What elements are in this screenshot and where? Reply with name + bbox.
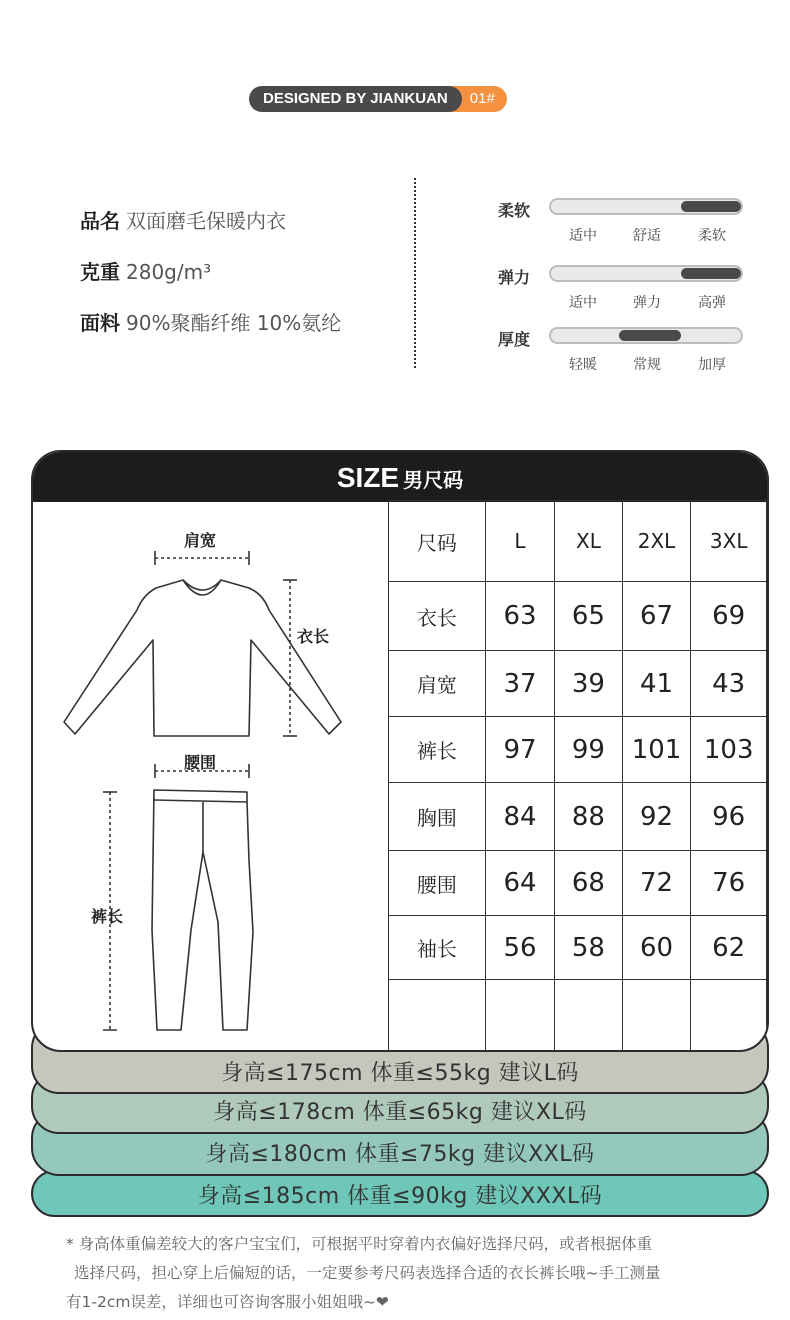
thickness-tick: 常规	[633, 357, 661, 373]
column-header: 尺码	[389, 501, 486, 582]
product-weight-row	[80, 256, 211, 285]
table-row	[389, 651, 767, 717]
size-table	[388, 500, 767, 1052]
thickness-tick: 轻暖	[569, 357, 597, 373]
row-label: 胸围	[389, 783, 486, 851]
table-row-empty	[389, 980, 767, 1053]
table-cell: 99	[555, 717, 622, 783]
footnote-line: 有1-2cm误差，详细也可咨询客服小姐姐哦~❤	[66, 1293, 389, 1311]
column-header: XL	[555, 501, 622, 582]
table-cell: 41	[622, 651, 691, 717]
table-row	[389, 916, 767, 980]
elasticity-label: 弹力	[498, 268, 531, 287]
softness-tick: 适中	[569, 228, 597, 244]
thickness-tick: 加厚	[698, 357, 726, 373]
product-name-row	[80, 205, 286, 234]
size-chart-subtitle: 男尺码	[403, 468, 464, 492]
product-name-label: 品名	[80, 209, 120, 233]
table-cell: 88	[555, 783, 622, 851]
elasticity-level	[681, 268, 741, 279]
softness-level	[681, 201, 741, 212]
footnote-line: * 身高体重偏差较大的客户宝宝们，可根据平时穿着内衣偏好选择尺码，或者根据体重	[66, 1235, 653, 1253]
elasticity-tick: 高弹	[698, 295, 726, 311]
row-label: 衣长	[389, 582, 486, 651]
row-label: 肩宽	[389, 651, 486, 717]
product-fabric-label: 面料	[80, 311, 120, 335]
table-cell: 101	[622, 717, 691, 783]
garment-illustration	[33, 500, 389, 1052]
table-cell: 39	[555, 651, 622, 717]
pants-length-label: 裤长	[91, 907, 124, 926]
recommendation-text: 身高≤180cm 体重≤75kg 建议XXL码	[205, 1142, 595, 1167]
table-cell: 67	[622, 582, 691, 651]
footnote-line: 选择尺码，担心穿上后偏短的话，一定要参考尺码表选择合适的衣长裤长哦~手工测量	[74, 1264, 661, 1282]
elasticity-meter	[549, 265, 743, 282]
row-label: 袖长	[389, 916, 486, 980]
table-cell: 68	[555, 851, 622, 916]
size-chart-title: SIZE	[336, 462, 400, 493]
product-fabric: 90%聚酯纤维 10%氨纶	[126, 311, 342, 335]
table-row	[389, 783, 767, 851]
shoulder-width-label: 肩宽	[184, 531, 217, 550]
waist-label: 腰围	[184, 753, 217, 772]
thickness-meter	[549, 327, 743, 344]
table-cell	[389, 980, 486, 1053]
table-cell: 92	[622, 783, 691, 851]
table-header-row	[389, 501, 767, 582]
table-row	[389, 582, 767, 651]
product-name: 双面磨毛保暖内衣	[126, 209, 286, 233]
table-cell: 84	[485, 783, 554, 851]
brand-name: DESIGNED BY JIANKUAN	[249, 86, 462, 112]
brand-code: 01#	[446, 86, 507, 112]
softness-label: 柔软	[498, 201, 531, 220]
table-cell: 56	[485, 916, 554, 980]
elasticity-tick: 弹力	[633, 295, 661, 311]
size-chart-card	[31, 450, 769, 1052]
table-cell: 72	[622, 851, 691, 916]
table-cell: 37	[485, 651, 554, 717]
recommendation-text: 身高≤185cm 体重≤90kg 建议XXXL码	[197, 1184, 603, 1209]
product-weight-label: 克重	[80, 260, 120, 284]
table-cell: 96	[691, 783, 767, 851]
top-length-label: 衣长	[297, 627, 330, 646]
table-cell: 43	[691, 651, 767, 717]
column-header: 3XL	[691, 501, 767, 582]
elasticity-tick: 适中	[569, 295, 597, 311]
product-weight: 280g/m³	[126, 260, 212, 284]
table-cell	[622, 980, 691, 1053]
table-cell: 76	[691, 851, 767, 916]
table-cell: 58	[555, 916, 622, 980]
size-recommendation-xxxl	[31, 1170, 769, 1217]
softness-meter	[549, 198, 743, 215]
column-header: L	[485, 501, 554, 582]
table-cell: 60	[622, 916, 691, 980]
row-label: 腰围	[389, 851, 486, 916]
table-row	[389, 851, 767, 916]
table-cell: 97	[485, 717, 554, 783]
thickness-label: 厚度	[498, 330, 531, 349]
table-cell: 64	[485, 851, 554, 916]
softness-tick: 柔软	[698, 228, 726, 244]
table-cell	[485, 980, 554, 1053]
product-fabric-row	[80, 307, 341, 336]
table-cell	[691, 980, 767, 1053]
column-header: 2XL	[622, 501, 691, 582]
table-cell: 65	[555, 582, 622, 651]
table-cell: 62	[691, 916, 767, 980]
table-row	[389, 717, 767, 783]
brand-badge	[249, 86, 507, 112]
thickness-level	[619, 330, 681, 341]
table-cell	[555, 980, 622, 1053]
divider-dotted	[414, 178, 416, 368]
table-cell: 103	[691, 717, 767, 783]
recommendation-text: 身高≤175cm 体重≤55kg 建议L码	[221, 1061, 579, 1086]
size-chart-header	[33, 452, 767, 502]
table-cell: 63	[485, 582, 554, 651]
row-label: 裤长	[389, 717, 486, 783]
recommendation-text: 身高≤178cm 体重≤65kg 建议XL码	[213, 1100, 587, 1125]
softness-tick: 舒适	[633, 228, 661, 244]
table-cell: 69	[691, 582, 767, 651]
shirt-icon	[64, 580, 341, 736]
